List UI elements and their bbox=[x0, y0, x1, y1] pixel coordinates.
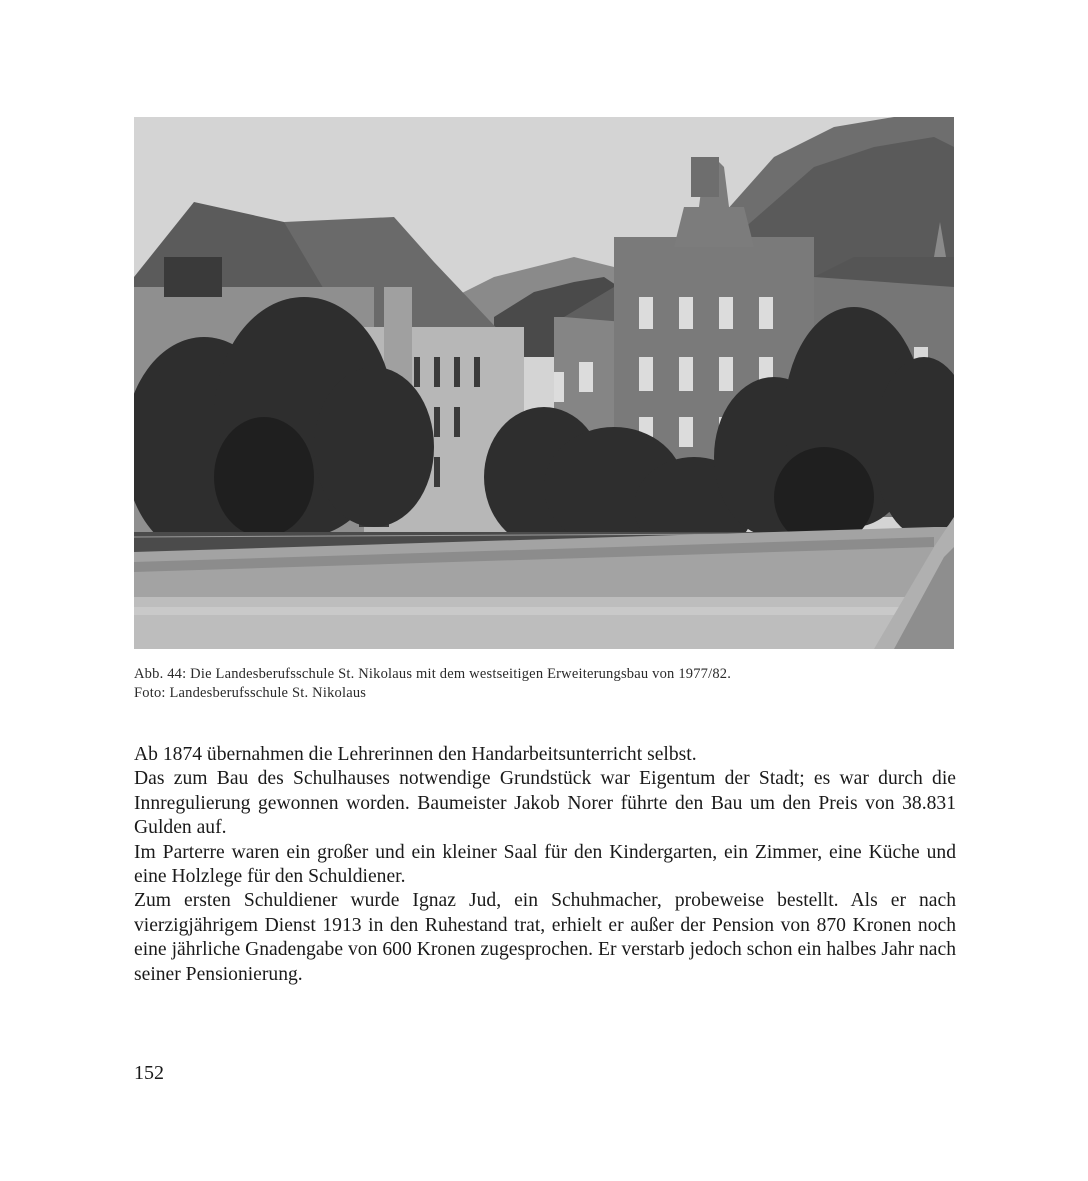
paragraph-3: Im Parterre waren ein großer und ein kleiner Saal für den Kindergarten, ein Zimmer, eine Küche und eine Holzlege für den Schuldiener. bbox=[134, 841, 956, 888]
page-number: 152 bbox=[134, 1062, 164, 1084]
photo-illustration bbox=[134, 117, 954, 649]
paragraph-4: Zum ersten Schuldiener wurde Ignaz Jud, ein Schuhmacher, probeweise bestellt. Als er nach vierzigjährigem Dienst 1913 in den Ruhestand trat, erhielt er außer der Pension von 870 Kronen noch eine jährliche Gnadengabe von 600 Kronen zugesprochen. Er verstarb jedoch schon ein halbes Jahr nach seiner Pensionierung. bbox=[134, 890, 956, 985]
caption-line-1: Abb. 44: Die Landesberufsschule St. Nikolaus mit dem westseitigen Erweiterungsbau von 1977/82. bbox=[134, 666, 732, 682]
paragraph-2: Das zum Bau des Schulhauses notwendige Grundstück war Eigentum der Stadt; es war durch die Innregulierung gewonnen worden. Baumeister Jakob Norer führte den Bau um den Preis von 38.831 Gulden auf. bbox=[134, 768, 956, 839]
paragraph-1: Ab 1874 übernahmen die Lehrerinnen den Handarbeitsunterricht selbst. bbox=[134, 744, 697, 765]
caption-line-2: Foto: Landesberufsschule St. Nikolaus bbox=[134, 685, 367, 701]
building-photo bbox=[134, 117, 954, 649]
body-text bbox=[134, 743, 956, 987]
figure-caption bbox=[134, 665, 954, 703]
